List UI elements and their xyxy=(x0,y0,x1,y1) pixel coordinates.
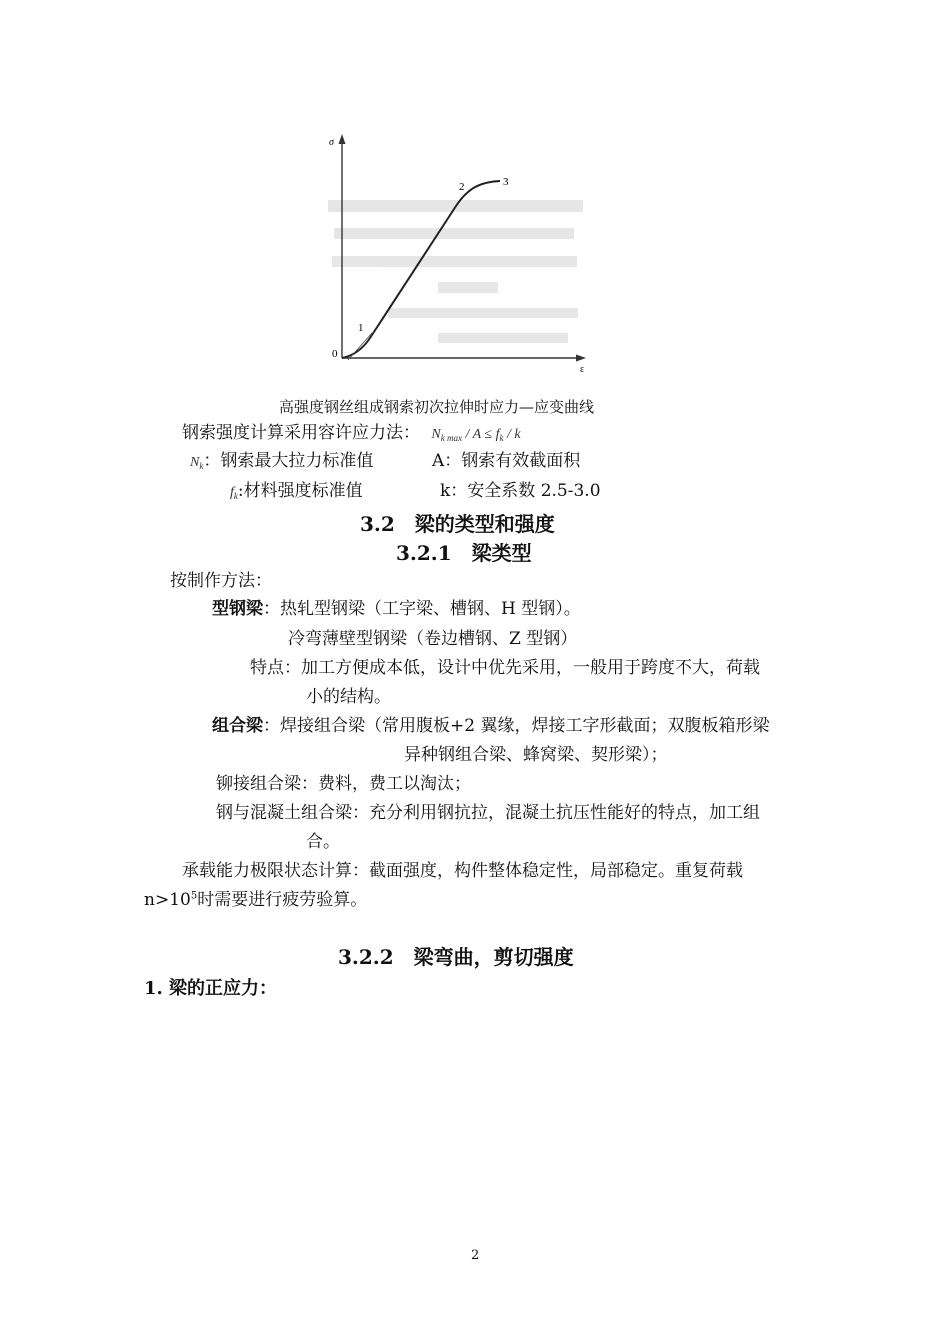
cable-method-line xyxy=(182,418,521,443)
nk-definition-line xyxy=(190,446,373,471)
x-axis-label: ε xyxy=(580,364,585,373)
fk-sub: k xyxy=(233,491,238,501)
y-axis-arrow xyxy=(339,134,346,144)
section-3-2-2-title: 3.2.2 梁弯曲，剪切强度 xyxy=(338,945,574,969)
formula-f-sub: k xyxy=(499,433,504,443)
point-label-1: 1 xyxy=(358,322,364,334)
rolled-beam-line xyxy=(212,594,581,619)
y-axis-label: σ xyxy=(329,137,334,148)
stress-strain-figure xyxy=(328,128,590,373)
composite-beam-label: 组合梁 xyxy=(212,716,263,736)
section-3-2-title: 3.2 梁的类型和强度 xyxy=(360,512,555,536)
rolled-beam-text: ：热轧型钢梁（工字梁、槽钢、H 型钢）。 xyxy=(263,599,581,619)
formula-n-sub: k max xyxy=(440,433,462,443)
by-method-text: 按制作方法： xyxy=(170,571,272,591)
k-definition: k：安全系数 2.5-3.0 xyxy=(440,481,601,501)
point-label-3: 3 xyxy=(503,176,509,188)
nk-desc: ：钢索最大拉力标准值 xyxy=(203,451,374,471)
fk-desc: :材料强度标准值 xyxy=(237,481,363,501)
limit-pre: n>10 xyxy=(144,890,191,910)
nk-sub: k xyxy=(199,461,204,471)
composite-line-2: 异种钢组合梁、蜂窝梁、契形梁）； xyxy=(404,745,668,765)
elastic-tangent-line xyxy=(348,333,372,360)
cable-formula xyxy=(431,427,520,442)
cold-formed-text: 冷弯薄壁型钢梁（卷边槽钢、Z 型钢） xyxy=(288,629,578,649)
limit-sup: 5 xyxy=(190,890,198,902)
section-3-2-1-title: 3.2.1 梁类型 xyxy=(396,541,532,565)
formula-n: N xyxy=(431,427,441,442)
riveted-beam-text: 铆接组合梁：费料，费工以淘汰； xyxy=(216,774,471,794)
steel-concrete-line-1: 钢与混凝土组合梁：充分利用钢抗拉，混凝土抗压性能好的特点，加工组 xyxy=(216,803,760,823)
formula-tail: / k xyxy=(503,427,521,442)
figure-caption: 高强度钢丝组成钢索初次拉伸时应力—应变曲线 xyxy=(279,398,595,416)
cable-method-text: 钢索强度计算采用容许应力法： xyxy=(182,423,420,443)
page-number: 2 xyxy=(471,1248,480,1263)
fk-symbol: f xyxy=(230,485,234,500)
limit-post: 时需要进行疲劳验算。 xyxy=(197,890,368,910)
feature-line-2: 小的结构。 xyxy=(306,687,391,707)
fk-definition-line xyxy=(230,476,363,501)
formula-rest: / A ≤ f xyxy=(462,427,500,442)
point-label-2: 2 xyxy=(459,181,465,193)
feature-line-1: 特点：加工方便成本低，设计中优先采用，一般用于跨度不大，荷载 xyxy=(250,658,760,678)
limit-state-line-2 xyxy=(144,885,367,910)
nk-symbol: N xyxy=(190,455,200,470)
limit-state-line-1: 承载能力极限状态计算：截面强度，构件整体稳定性，局部稳定。重复荷载 xyxy=(182,861,743,881)
composite-beam-line xyxy=(212,711,769,736)
rolled-beam-label: 型钢梁 xyxy=(212,599,263,619)
steel-concrete-line-2: 合。 xyxy=(306,832,340,852)
origin-label: 0 xyxy=(332,348,338,360)
x-axis-arrow xyxy=(576,355,586,362)
normal-stress-heading: 1. 梁的正应力： xyxy=(144,978,278,999)
a-definition: A：钢索有效截面积 xyxy=(432,451,581,471)
figure-background-ghost xyxy=(328,200,583,343)
composite-beam-text: ：焊接组合梁（常用腹板+2 翼缘，焊接工字形截面；双腹板箱形梁 xyxy=(263,716,770,736)
